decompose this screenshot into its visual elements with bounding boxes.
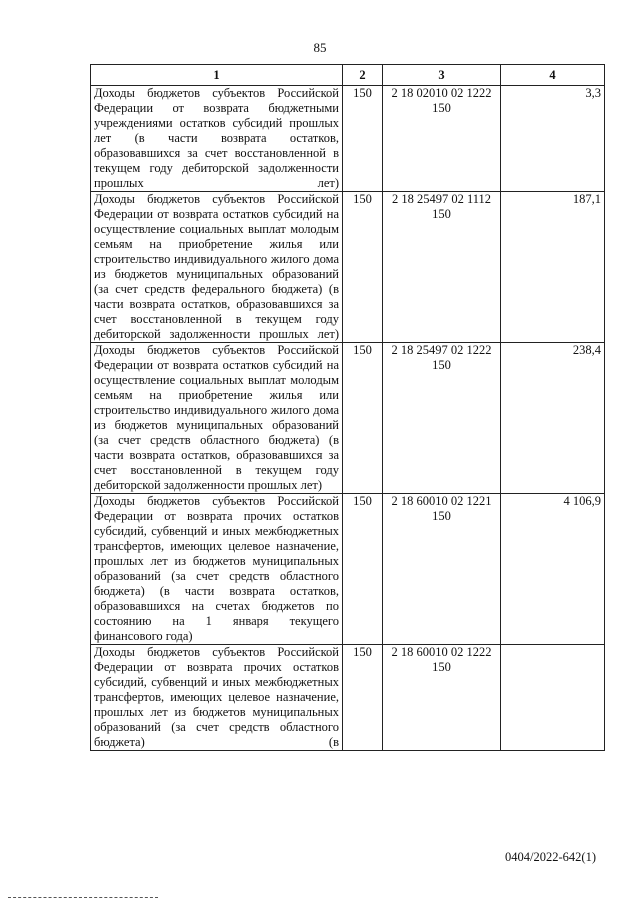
page-number: 85 [313, 40, 327, 55]
table-row [91, 494, 605, 645]
admin-code: 150 [343, 192, 383, 343]
admin-code: 150 [343, 494, 383, 645]
amount: 4 106,9 [501, 494, 605, 645]
bottom-divider [8, 897, 158, 898]
revenue-description: Доходы бюджетов субъектов Российской Федерации от возврата прочих остатков субсидий, субвенций и иных межбюджетных трансфертов, имеющих целевое назначение, прошлых лет из бюджетов муниципальных образований (за счет средств областного бюджета) (в [91, 645, 343, 751]
admin-code: 150 [343, 343, 383, 494]
column-header: 1 [91, 65, 343, 86]
column-header: 2 [343, 65, 383, 86]
revenue-description: Доходы бюджетов субъектов Российской Федерации от возврата остатков субсидий на осуществление социальных выплат молодым семьям на приобретение жилья или строительство индивидуального жилого дома из бюджетов муниципальных образований (за счет средств федерального бюджета) (в части возврата остатков, образовавшихся за счет восстановленной в текущем году дебиторской задолженности прошлых лет) [91, 192, 343, 343]
budget-classification-code: 2 18 02010 02 1222 150 [383, 86, 501, 192]
budget-classification-code: 2 18 60010 02 1222 150 [383, 645, 501, 751]
amount: 3,3 [501, 86, 605, 192]
column-header: 4 [501, 65, 605, 86]
table-row [91, 192, 605, 343]
amount: 238,4 [501, 343, 605, 494]
amount [501, 645, 605, 751]
admin-code: 150 [343, 645, 383, 751]
revenue-table [90, 64, 605, 751]
amount: 187,1 [501, 192, 605, 343]
table-header-row [91, 65, 605, 86]
budget-classification-code: 2 18 60010 02 1221 150 [383, 494, 501, 645]
table-row [91, 343, 605, 494]
column-header: 3 [383, 65, 501, 86]
admin-code: 150 [343, 86, 383, 192]
budget-classification-code: 2 18 25497 02 1112 150 [383, 192, 501, 343]
revenue-description: Доходы бюджетов субъектов Российской Федерации от возврата остатков субсидий на осуществление социальных выплат молодым семьям на приобретение жилья или строительство индивидуального жилого дома из бюджетов муниципальных образований (за счет средств областного бюджета) (в части возврата остатков, образовавшихся за счет восстановленной в текущем году дебиторской задолженности прошлых лет) [91, 343, 343, 494]
revenue-description: Доходы бюджетов субъектов Российской Федерации от возврата прочих остатков субсидий, субвенций и иных межбюджетных трансфертов, имеющих целевое назначение, прошлых лет из бюджетов муниципальных образований (за счет средств областного бюджета) (в части возврата остатков, образовавшихся на счетах бюджетов по состоянию на 1 января текущего финансового года) [91, 494, 343, 645]
table-row [91, 645, 605, 751]
revenue-description: Доходы бюджетов субъектов Российской Федерации от возврата бюджетными учреждениями остатков субсидий прошлых лет (в части возврата остатков, образовавшихся за счет восстановленной в текущем году дебиторской задолженности прошлых лет) [91, 86, 343, 192]
document-registration-code: 0404/2022-642(1) [505, 850, 596, 864]
budget-classification-code: 2 18 25497 02 1222 150 [383, 343, 501, 494]
table-row [91, 86, 605, 192]
